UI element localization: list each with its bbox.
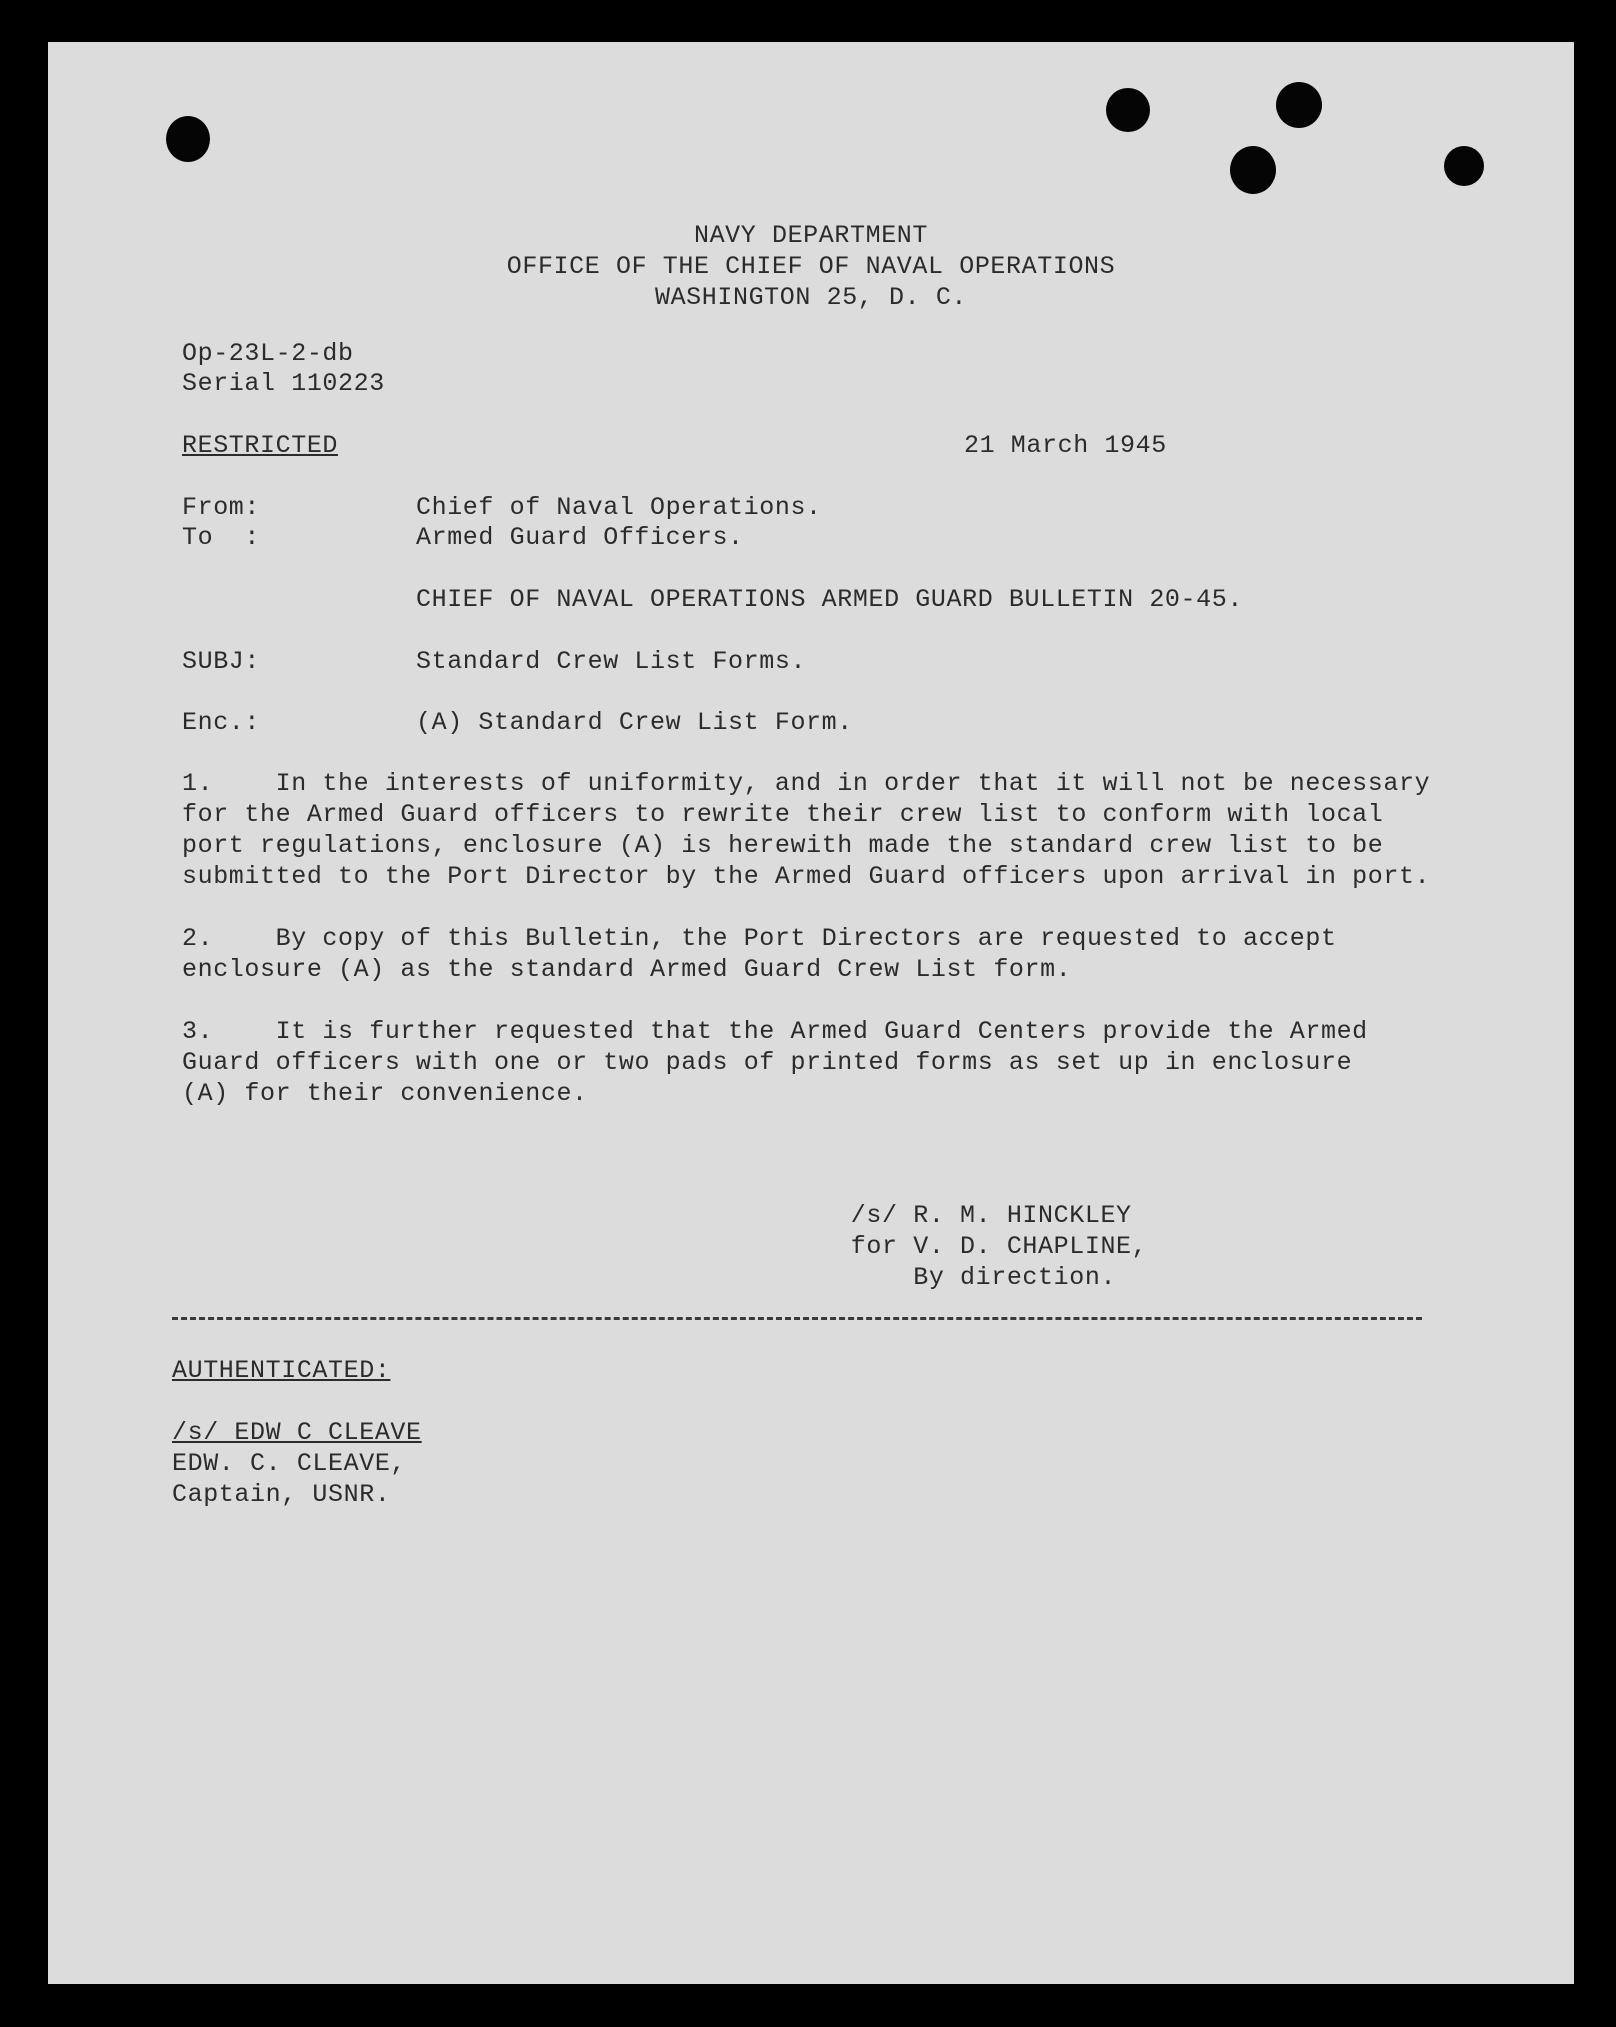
paragraph-3-line-2: Guard officers with one or two pads of printed forms as set up in enclosure (182, 1048, 1353, 1077)
classification-label: RESTRICTED (182, 431, 339, 460)
signature-line-1: /s/ R. M. HINCKLEY (804, 1201, 1132, 1230)
paragraph-1-line-2: for the Armed Guard officers to rewrite their crew list to conform with local (182, 800, 1384, 829)
enclosure-label: Enc.: (182, 708, 261, 737)
subject-label: SUBJ: (182, 647, 261, 676)
letterhead-office: OFFICE OF THE CHIEF OF NAVAL OPERATIONS (506, 252, 1116, 281)
document-date: 21 March 1945 (964, 431, 1167, 460)
letterhead-department: NAVY DEPARTMENT (693, 221, 929, 250)
punch-hole-top-3 (1230, 146, 1276, 194)
enclosure-value: (A) Standard Crew List Form. (416, 708, 853, 737)
paragraph-3-line-3: (A) for their convenience. (182, 1079, 588, 1108)
paragraph-3-line-1: 3. It is further requested that the Armed Guard Centers provide the Armed (182, 1017, 1368, 1046)
signature-line-2: for V. D. CHAPLINE, (804, 1232, 1148, 1261)
paragraph-1-line-3: port regulations, enclosure (A) is herewith made the standard crew list to be (182, 831, 1384, 860)
letterhead-address: WASHINGTON 25, D. C. (654, 283, 968, 312)
punch-hole-left (166, 116, 210, 162)
paragraph-2-line-2: enclosure (A) as the standard Armed Guard Crew List form. (182, 955, 1072, 984)
to-value: Armed Guard Officers. (416, 523, 744, 552)
op-reference: Op-23L-2-db (182, 339, 354, 368)
serial-number: Serial 110223 (182, 369, 385, 398)
to-label: To : (182, 523, 261, 552)
dashed-divider (172, 1317, 1422, 1320)
bulletin-title: CHIEF OF NAVAL OPERATIONS ARMED GUARD BULLETIN 20-45. (416, 585, 1243, 614)
punch-hole-top-2 (1276, 82, 1322, 128)
paragraph-1-line-1: 1. In the interests of uniformity, and in order that it will not be necessary (182, 769, 1431, 798)
subject-value: Standard Crew List Forms. (416, 647, 807, 676)
punch-hole-top-1 (1106, 88, 1150, 132)
paragraph-2-line-1: 2. By copy of this Bulletin, the Port Directors are requested to accept (182, 924, 1337, 953)
document-page (48, 42, 1574, 1984)
paragraph-1-line-4: submitted to the Port Director by the Armed Guard officers upon arrival in port. (182, 862, 1431, 891)
authenticated-signature: /s/ EDW C CLEAVE (172, 1418, 422, 1447)
signature-line-3: By direction. (804, 1263, 1117, 1292)
from-value: Chief of Naval Operations. (416, 493, 822, 522)
authenticated-name: EDW. C. CLEAVE, (172, 1449, 407, 1478)
punch-hole-top-4 (1444, 146, 1484, 186)
authenticated-title: Captain, USNR. (172, 1480, 391, 1509)
authenticated-label: AUTHENTICATED: (172, 1356, 391, 1385)
from-label: From: (182, 493, 261, 522)
